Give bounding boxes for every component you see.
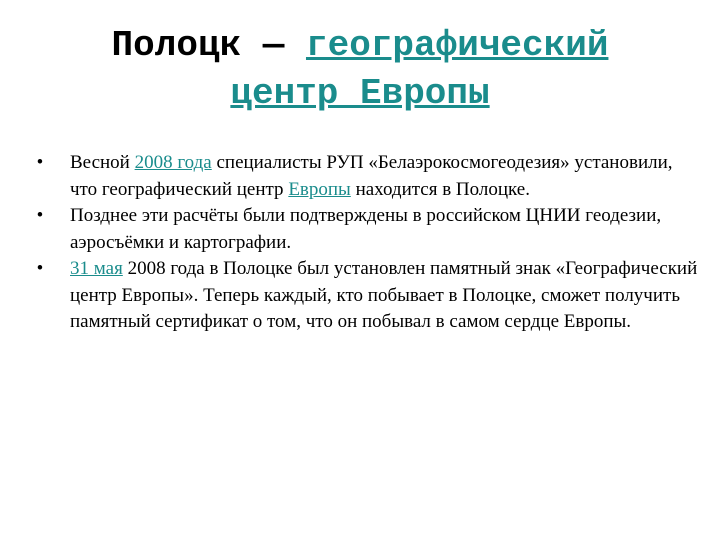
bullet-item-1 [30, 150, 700, 203]
bullet-item-2 [30, 203, 700, 256]
title-link-geographic[interactable]: географический [305, 25, 609, 66]
link-europe[interactable]: Европы [288, 178, 351, 200]
link-2008-year[interactable]: 2008 года [134, 152, 212, 173]
bullet-icon: • [36, 258, 44, 279]
bullet-3-text-post: 2008 года в Полоцке был установлен памятный знак «Географический центр Европы». Теперь каждый, кто побывает в Полоцке, сможет получить памятный сертификат о том, что он побывал в самом сердце Европы. [70, 258, 698, 332]
bullet-1-text-post: находится в Полоцке. [350, 178, 530, 200]
bullet-icon: • [36, 205, 44, 226]
link-31-may[interactable]: 31 мая [70, 258, 123, 279]
bullet-icon: • [36, 152, 44, 173]
bullet-1-text-mid: специалисты РУП «Белаэрокосмогеодезия» установили, что географический центр [70, 152, 673, 200]
slide-title [40, 22, 680, 118]
bullet-item-3 [30, 256, 700, 336]
title-text: Полоцк — [111, 25, 306, 66]
title-link-center-of-europe[interactable]: центр Европы [230, 73, 490, 114]
bullet-2-text: Позднее эти расчёты были подтверждены в российском ЦНИИ геодезии, аэросъёмки и картографии. [70, 205, 662, 253]
slide-body [30, 150, 700, 336]
bullet-1-text-pre: Весной [70, 152, 135, 173]
